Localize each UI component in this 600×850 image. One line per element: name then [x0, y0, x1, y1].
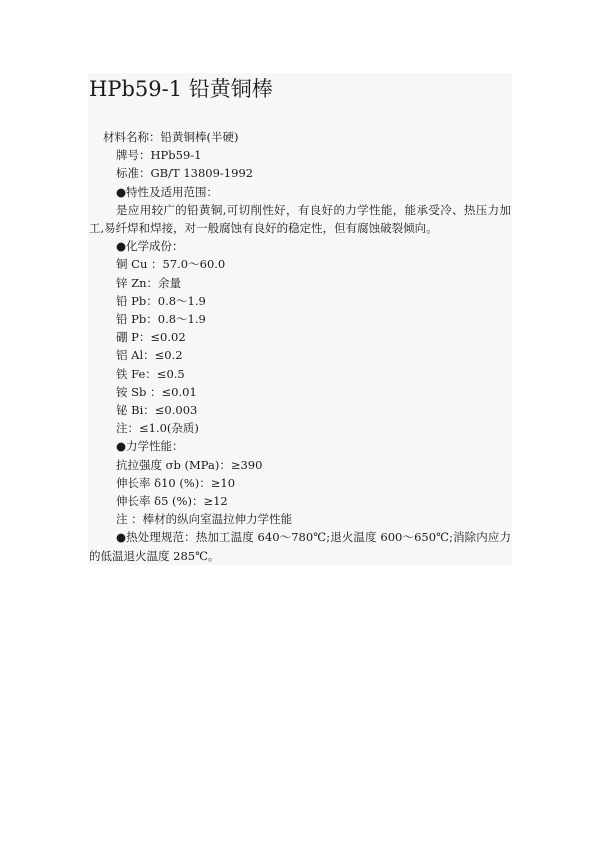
composition-item-p: 硼 P：≤0.02	[116, 330, 186, 345]
heat-treatment-paragraph: ●热处理规范：热加工温度 640～780℃;退火温度 600～650℃;消除内应力的低温退火温度 285℃。	[89, 530, 511, 563]
properties-paragraph: 是应用较广的铅黄铜,可切削性好，有良好的力学性能，能承受冷、热压力加工,易纤焊和焊接，对一般腐蚀有良好的稳定性，但有腐蚀破裂倾向。	[89, 202, 511, 236]
composition-item-zn: 锌 Zn：余量	[116, 275, 182, 290]
standard-line: 标准：GB/T 13809-1992	[116, 166, 254, 181]
mechanical-note: 注 ：棒材的纵向室温拉伸力学性能	[116, 512, 293, 527]
composition-item-al: 铝 Al：≤0.2	[116, 348, 183, 363]
composition-item-fe: 铁 Fe：≤0.5	[116, 366, 185, 381]
document-title: HPb59-1 铅黄铜棒	[89, 77, 273, 101]
composition-note: 注：≤1.0(杂质)	[116, 421, 199, 436]
mechanical-elongation-5: 伸长率 δ5 (%)：≥12	[116, 494, 228, 509]
mechanical-heading: ●力学性能：	[116, 439, 184, 454]
composition-item-cu: 铜 Cu ：57.0～60.0	[116, 257, 226, 272]
composition-item-sb: 铵 Sb ：≤0.01	[116, 384, 197, 399]
grade-line: 牌号：HPb59-1	[116, 148, 202, 163]
composition-item-pb: 铅 Pb：0.8～1.9	[116, 293, 206, 308]
properties-heading: ●特性及适用范围：	[116, 184, 219, 199]
document-body	[89, 128, 511, 565]
composition-item-pb-repeat: 铅 Pb：0.8～1.9	[116, 312, 206, 327]
composition-item-bi: 铋 Bi：≤0.003	[116, 403, 198, 418]
mechanical-elongation-10: 伸长率 δ10 (%)：≥10	[116, 475, 236, 490]
material-name: 材料名称：铅黄铜棒(半硬)	[103, 130, 239, 144]
composition-heading: ●化学成份：	[116, 239, 184, 254]
mechanical-tensile-strength: 抗拉强度 σb (MPa)：≥390	[116, 457, 263, 472]
